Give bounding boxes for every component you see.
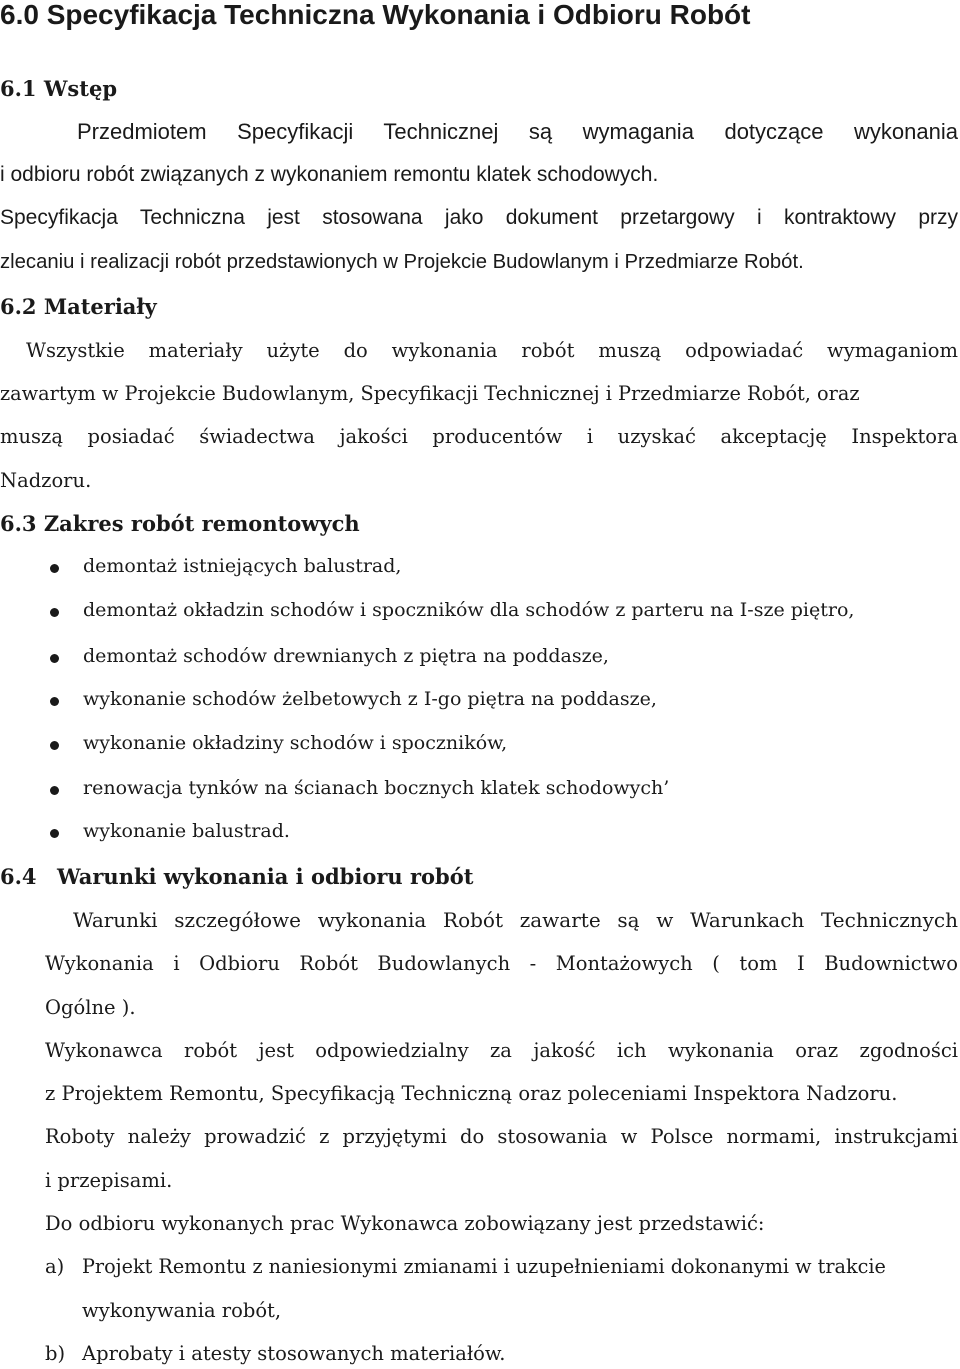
section-6-1-line-4: zlecaniu i realizacji robót przedstawionych w Projekcie Budowlanym i Przedmiarze Robót. xyxy=(0,251,804,273)
list-marker: b) xyxy=(45,1342,66,1365)
section-6-4-line-3: Ogólne ). xyxy=(45,996,136,1019)
section-6-4-line-5: z Projektem Remontu, Specyfikacją Techniczną oraz poleceniami Inspektora Nadzoru. xyxy=(45,1082,898,1105)
section-6-4-line-7: i przepisami. xyxy=(45,1169,173,1192)
bullet-icon xyxy=(50,564,59,573)
section-6-4-heading: Warunki wykonania i odbioru robót xyxy=(57,864,474,889)
section-6-4-line-6: Roboty należy prowadzić z przyjętymi do stosowania w Polsce normami, instrukcjami xyxy=(45,1125,958,1148)
list-item-text: demontaż okładzin schodów i spoczników dla schodów z parteru na I-sze piętro, xyxy=(83,599,855,621)
section-6-4-line-1: Warunki szczegółowe wykonania Robót zawarte są w Warunkach Technicznych xyxy=(73,908,958,932)
bullet-icon xyxy=(50,741,59,750)
list-item-text: Projekt Remontu z naniesionymi zmianami i uzupełnieniami dokonanymi w trakcie xyxy=(82,1255,886,1278)
section-6-4-number: 6.4 xyxy=(0,864,37,889)
section-6-1-line-3: Specyfikacja Techniczna jest stosowana jako dokument przetargowy i kontraktowy przy xyxy=(0,206,958,229)
list-item-text-continued: wykonywania robót, xyxy=(82,1299,282,1322)
list-item-text: wykonanie okładziny schodów i spoczników, xyxy=(83,732,508,754)
page-title: 6.0 Specyfikacja Techniczna Wykonania i Odbioru Robót xyxy=(0,0,751,30)
section-6-3-heading: 6.3 Zakres robót remontowych xyxy=(0,511,360,536)
bullet-icon xyxy=(50,829,59,838)
list-item-text: wykonanie balustrad. xyxy=(83,820,290,842)
section-6-1-heading: 6.1 Wstęp xyxy=(0,76,117,101)
list-item-text: renowacja tynków na ścianach bocznych klatek schodowych’ xyxy=(83,777,670,799)
section-6-4-line-2: Wykonania i Odbioru Robót Budowlanych - Montażowych ( tom I Budownictwo xyxy=(45,952,958,975)
section-6-2-line-3: muszą posiadać świadectwa jakości producentów i uzyskać akceptację Inspektora xyxy=(0,425,958,448)
section-6-4-line-4: Wykonawca robót jest odpowiedzialny za jakość ich wykonania oraz zgodności xyxy=(45,1039,958,1062)
section-6-4-line-8: Do odbioru wykonanych prac Wykonawca zobowiązany jest przedstawić: xyxy=(45,1212,765,1235)
list-item-text: Aprobaty i atesty stosowanych materiałów. xyxy=(82,1342,506,1365)
list-marker: a) xyxy=(45,1255,65,1278)
section-6-2-heading: 6.2 Materiały xyxy=(0,294,157,319)
bullet-icon xyxy=(50,786,59,795)
list-item-text: demontaż istniejących balustrad, xyxy=(83,555,402,577)
section-6-2-line-1: Wszystkie materiały użyte do wykonania robót muszą odpowiadać wymaganiom xyxy=(26,339,958,362)
list-item-text: demontaż schodów drewnianych z piętra na poddasze, xyxy=(83,645,609,667)
section-6-2-line-4: Nadzoru. xyxy=(0,469,92,492)
bullet-icon xyxy=(50,608,59,617)
list-item-text: wykonanie schodów żelbetowych z I-go piętra na poddasze, xyxy=(83,688,657,710)
bullet-icon xyxy=(50,697,59,706)
section-6-1-line-1: Przedmiotem Specyfikacji Technicznej są wymagania dotyczące wykonania xyxy=(77,119,958,144)
bullet-icon xyxy=(50,654,59,663)
section-6-2-line-2: zawartym w Projekcie Budowlanym, Specyfikacji Technicznej i Przedmiarze Robót, oraz xyxy=(0,382,860,405)
section-6-1-line-2: i odbioru robót związanych z wykonaniem remontu klatek schodowych. xyxy=(0,163,659,186)
